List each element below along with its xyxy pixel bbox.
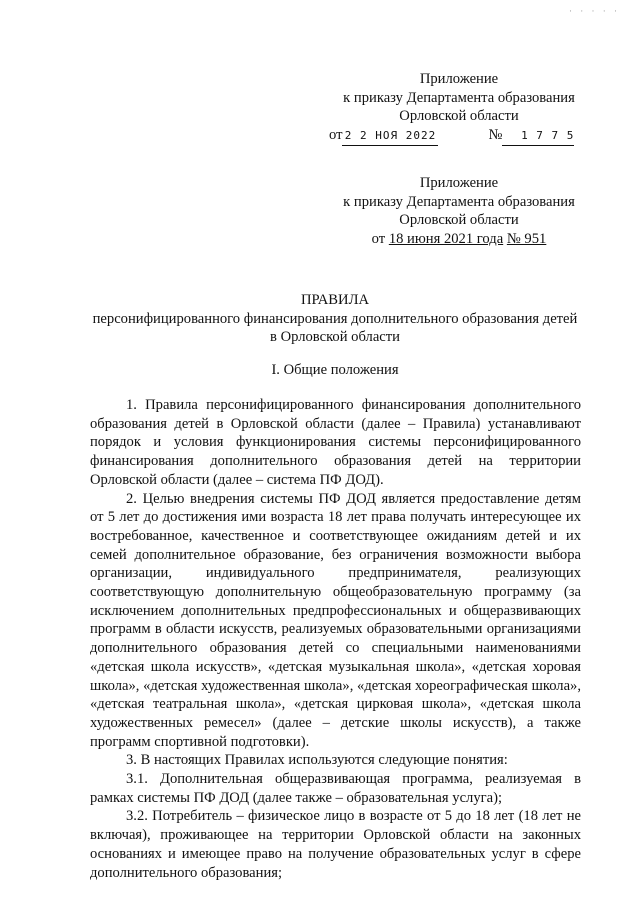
document-subtitle-continued: в Орловской области <box>270 329 400 345</box>
paragraph-3-1: 3.1. Дополнительная общеразвивающая программа, реализуемая в рамках системы ПФ ДОД (далее также – образовательная услуга); <box>90 771 581 806</box>
from-label: от <box>371 230 386 247</box>
appendix-header-old <box>329 174 589 248</box>
paragraph-3: 3. В настоящих Правилах используются следующие понятия: <box>126 752 508 769</box>
from-label: от <box>329 126 343 143</box>
scan-artifact: · · · · · <box>569 6 620 16</box>
appendix-header-new <box>329 70 589 146</box>
document-body <box>90 396 581 882</box>
section-heading: I. Общие положения <box>271 362 399 378</box>
paragraph-3-2: 3.2. Потребитель – физическое лицо в возрасте от 5 до 18 лет (18 лет не включая), проживающее на территории Орловской области на законных основаниях и имеющее право на получение образовательных услуг в сфере дополнительного образования; <box>90 808 581 881</box>
appendix-label: Приложение <box>419 71 499 87</box>
document-subtitle: персонифицированного финансирования дополнительного образования детей <box>92 310 578 327</box>
appendix-region-line: Орловской области <box>399 108 519 124</box>
paragraph-1: 1. Правила персонифицированного финансирования дополнительного образования детей в Орловской области (далее – Правила) устанавливают порядок и условия функционирования системы персонифицированного финансирования дополнительного образования детей на территории Орловской области (далее – система ПФ ДОД). <box>90 397 581 488</box>
document-title: ПРАВИЛА <box>300 292 370 308</box>
appendix-order-line: к приказу Департамента образования <box>343 89 575 106</box>
appendix-label: Приложение <box>419 175 499 191</box>
document-title-block <box>80 291 590 347</box>
number-label: № <box>488 126 503 143</box>
order-number: № 951 <box>506 230 547 247</box>
appendix-reference-line <box>329 126 589 147</box>
order-number-stamp: 1 7 7 5 <box>521 128 575 142</box>
order-date: 18 июня 2021 года <box>388 230 504 247</box>
appendix-reference-line <box>329 230 589 249</box>
appendix-order-line: к приказу Департамента образования <box>343 193 575 210</box>
paragraph-2: 2. Целью внедрения системы ПФ ДОД является предоставление детям от 5 лет до достижения ими возраста 18 лет права получать интересующее их востребованное, качественное и соответствующее ожиданиям детей и их семей дополнительное образование, без ограничения возможности выбора организации, индивидуального предпринимателя, реализующих соответствующую дополнительную общеобразовательную программу (за исключением дополнительных предпрофессиональных и общеразвивающих программ в области искусств, реализуемых образовательными организациями дополнительного образования детей со специальными наименованиями «детская школа искусств», «детская музыкальная школа», «детская хоровая школа», «детская художественная школа», «детская хореографическая школа», «детская театральная школа», «детская цирковая школа», «детская школа художественных ремесел» (далее – детские школы искусств), а также программ спортивной подготовки). <box>90 490 581 750</box>
order-date-stamp: 2 2 НОЯ 2022 <box>344 128 437 142</box>
appendix-region-line: Орловской области <box>399 212 519 228</box>
